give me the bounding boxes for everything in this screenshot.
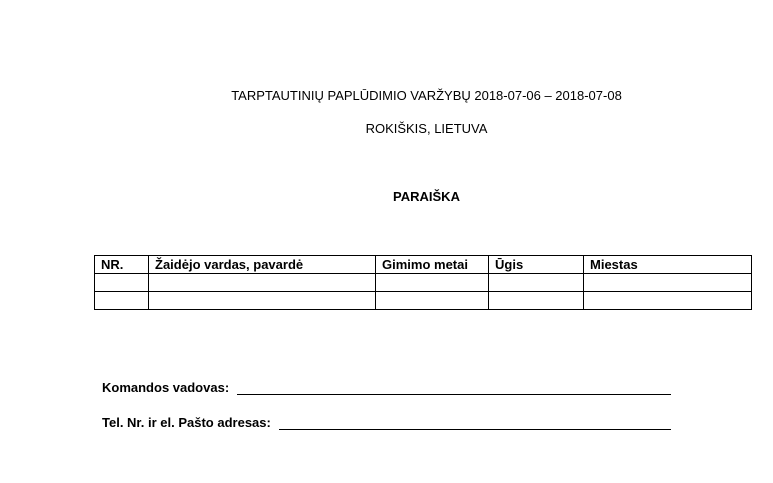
table-header-row <box>95 256 752 274</box>
header-player-name: Žaidėjo vardas, pavardė <box>149 256 376 274</box>
header-height: Ūgis <box>489 256 584 274</box>
table-cell <box>584 274 752 292</box>
document-title: TARPTAUTINIŲ PAPLŪDIMIO VARŽYBŲ 2018-07-06 – 2018-07-08 <box>231 88 622 103</box>
header-nr: NR. <box>95 256 149 274</box>
contact-blank-line <box>279 417 671 430</box>
player-roster-table <box>94 255 752 310</box>
table-cell <box>95 292 149 310</box>
team-leader-label: Komandos vadovas: <box>102 380 230 395</box>
table-cell <box>95 274 149 292</box>
header-birth-year: Gimimo metai <box>376 256 489 274</box>
table-row <box>95 292 752 310</box>
contact-label: Tel. Nr. ir el. Pašto adresas: <box>102 415 271 430</box>
team-leader-field <box>102 380 671 395</box>
table-cell <box>149 274 376 292</box>
header-city: Miestas <box>584 256 752 274</box>
team-leader-blank-line <box>237 382 671 395</box>
document-heading: PARAIŠKA <box>393 189 460 204</box>
table-cell <box>376 274 489 292</box>
table-cell <box>149 292 376 310</box>
table-cell <box>489 292 584 310</box>
table-cell <box>489 274 584 292</box>
table-row <box>95 274 752 292</box>
table-cell <box>584 292 752 310</box>
table-cell <box>376 292 489 310</box>
contact-field <box>102 415 671 430</box>
document-location: ROKIŠKIS, LIETUVA <box>365 121 488 136</box>
